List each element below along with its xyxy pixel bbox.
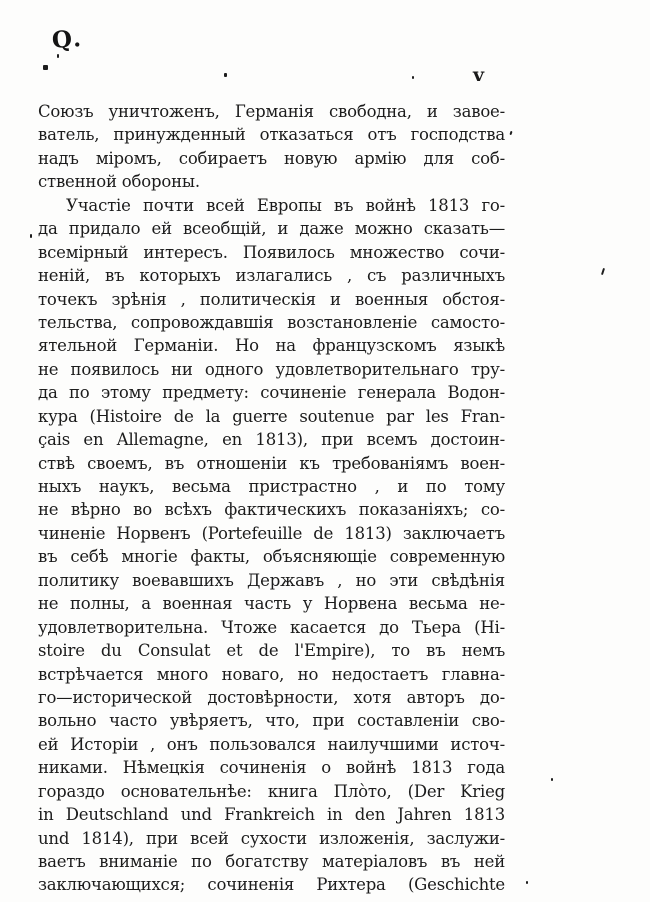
ink-speck (551, 778, 553, 781)
text-line: ствѣ своемъ, въ отношеніи къ требованіямъ воен- (38, 453, 505, 473)
text-line: не вѣрно во всѣхъ фактическихъ показаніяхъ; со- (38, 500, 505, 520)
ink-speck (412, 76, 414, 79)
text-line: ственной обороны. (38, 172, 200, 192)
text-line: çais en Allemagne, en 1813), при всемъ достоин- (38, 430, 505, 450)
ink-speck (509, 131, 512, 135)
ink-speck (224, 73, 227, 77)
text-line: въ себѣ многіе факты, объясняющіе современную (38, 547, 505, 567)
text-line: вольно часто увѣряетъ, что, при составленіи сво- (38, 711, 505, 731)
text-line: неній, въ которыхъ излагались , съ различныхъ (38, 266, 505, 286)
page-number: v (473, 64, 486, 86)
text-line: не появилось ни одного удовлетворительнаго тру- (38, 359, 505, 379)
text-line: ятельной Германіи. Но на французскомъ языкѣ (38, 336, 505, 356)
text-line: кура (Histoire de la guerre soutenue par les Fran- (38, 406, 505, 426)
ink-speck (30, 234, 32, 238)
ink-speck (43, 65, 48, 70)
text-line: und 1814), при всей сухости изложенія, заслужи- (38, 828, 505, 848)
text-line: политику воевавшихъ Державъ , но эти свѣдѣнія (38, 570, 505, 590)
text-line: надъ міромъ, собираетъ новую армію для соб- (38, 148, 505, 168)
ink-speck (601, 268, 605, 275)
ink-speck (526, 881, 528, 884)
page-text (38, 100, 505, 897)
text-line: заключающихся; сочиненія Рихтера (Geschichte (38, 875, 505, 895)
text-line: ныхъ наукъ, весьма пристрастно , и по тому (38, 477, 505, 496)
text-line: ваетъ вниманіе по богатству матеріаловъ въ ней (38, 852, 505, 871)
text-line: не полны, а военная часть у Норвена весьма не- (38, 594, 505, 614)
text-line: да придало ей всеобщій, и даже можно сказать— (38, 219, 505, 239)
text-line: Участіе почти всей Европы въ войнѣ 1813 го- (66, 195, 505, 215)
text-line: точекъ зрѣнія , политическія и военныя обстоя- (38, 289, 505, 309)
text-line: гораздо основательнѣе: книга Плòто, (Der Krieg (38, 781, 505, 801)
text-line: всемірный интересъ. Появилось множество сочи- (38, 242, 505, 262)
text-line: встрѣчается много новаго, но недостаетъ главна- (38, 664, 505, 684)
text-line: stoire du Consulat et de l'Empire), то въ немъ (38, 641, 505, 661)
text-line: да по этому предмету: сочиненіе генерала Водон- (38, 383, 505, 403)
text-line: тельства, сопровождавшія возстановленіе самосто- (38, 312, 505, 332)
text-line: никами. Нѣмецкія сочиненія о войнѣ 1813 года (38, 758, 505, 778)
text-line: чиненіе Норвенъ (Portefeuille de 1813) заключаетъ (38, 523, 505, 543)
text-line: Союзъ уничтоженъ, Германія свободна, и завое- (38, 102, 505, 121)
handwritten-mark: Q. (51, 24, 84, 55)
text-line: ватель, принужденный отказаться отъ господства (38, 125, 505, 145)
text-line: удовлетворительна. Чтоже касается до Тьера (Hi- (38, 617, 505, 637)
text-line: го—исторической достовѣрности, хотя авторъ до- (38, 687, 505, 707)
text-line: ей Исторіи , онъ пользовался наилучшими источ- (38, 734, 505, 754)
text-line: in Deutschland und Frankreich in den Jahren 1813 (38, 805, 505, 825)
ink-speck (57, 54, 59, 58)
